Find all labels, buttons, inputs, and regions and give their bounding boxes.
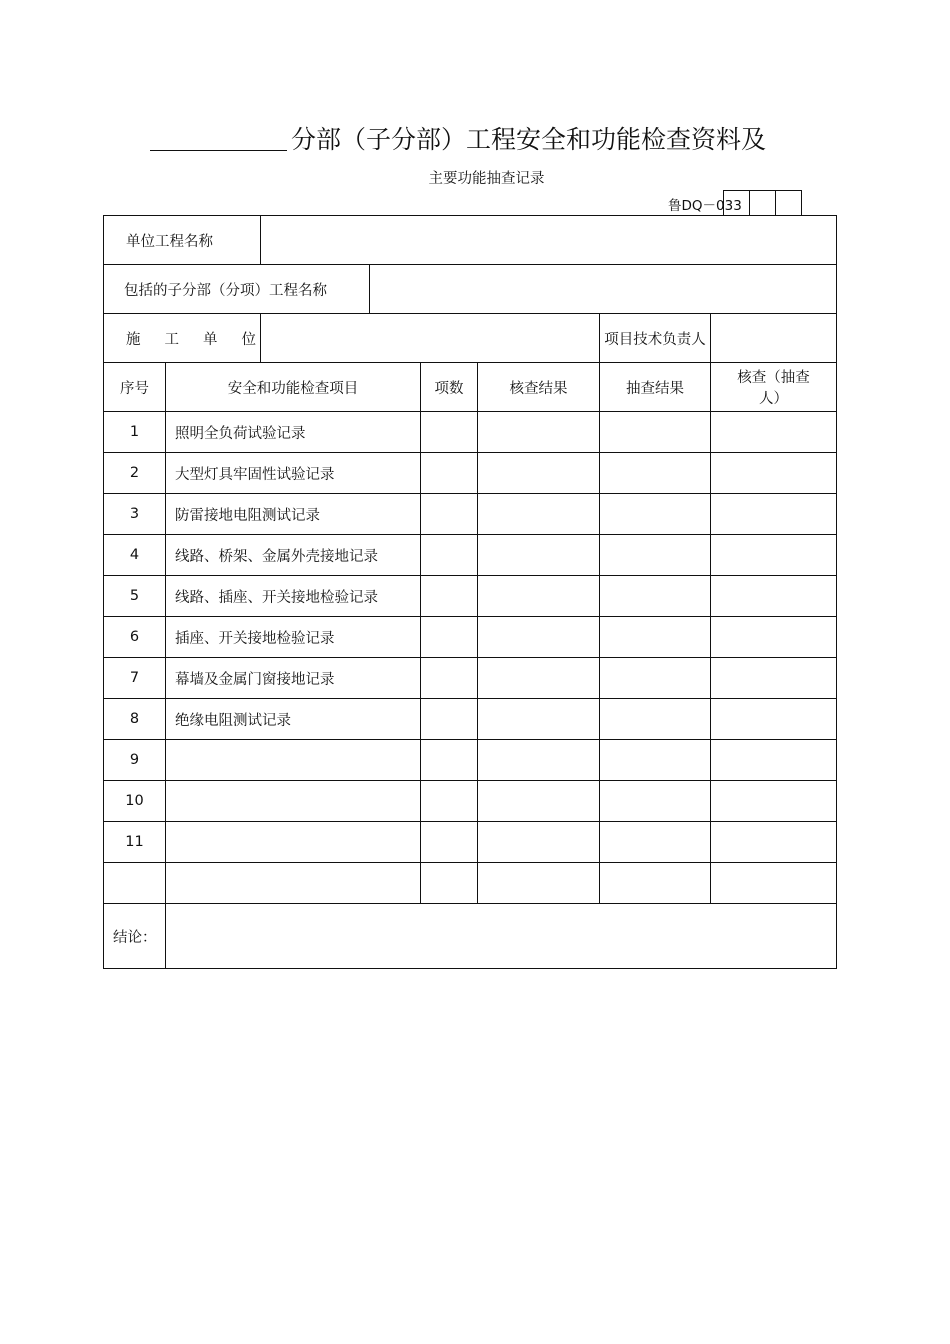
table-row bbox=[104, 740, 837, 781]
table-row bbox=[104, 658, 837, 699]
row-count-cell[interactable] bbox=[421, 535, 478, 576]
row-check-result-cell[interactable] bbox=[478, 576, 600, 617]
title-blank-field[interactable] bbox=[150, 120, 287, 151]
row-unit-project bbox=[104, 216, 837, 265]
row-checker-cell[interactable] bbox=[711, 453, 837, 494]
row-construction-unit bbox=[104, 314, 837, 363]
col-count: 项数 bbox=[421, 363, 478, 412]
col-check-result: 核查结果 bbox=[478, 363, 600, 412]
row-seq: 7 bbox=[104, 658, 166, 699]
row-check-result-cell[interactable] bbox=[478, 412, 600, 453]
table-row bbox=[104, 863, 837, 904]
table-row bbox=[104, 699, 837, 740]
row-seq: 3 bbox=[104, 494, 166, 535]
row-sample-result-cell[interactable] bbox=[600, 412, 711, 453]
row-item bbox=[166, 863, 421, 904]
unit-project-value[interactable] bbox=[261, 216, 837, 265]
row-sample-result-cell[interactable] bbox=[600, 576, 711, 617]
row-seq: 9 bbox=[104, 740, 166, 781]
document-subtitle: 主要功能抽查记录 bbox=[428, 171, 545, 187]
row-checker-cell[interactable] bbox=[711, 822, 837, 863]
row-item: 插座、开关接地检验记录 bbox=[166, 617, 421, 658]
code-box-3[interactable] bbox=[775, 190, 802, 216]
row-sample-result-cell[interactable] bbox=[600, 863, 711, 904]
row-checker-cell[interactable] bbox=[711, 617, 837, 658]
table-row bbox=[104, 412, 837, 453]
tech-lead-value[interactable] bbox=[711, 314, 837, 363]
row-count-cell[interactable] bbox=[421, 617, 478, 658]
row-checker-cell[interactable] bbox=[711, 658, 837, 699]
row-checker-cell[interactable] bbox=[711, 576, 837, 617]
table-body bbox=[104, 412, 837, 904]
row-seq: 6 bbox=[104, 617, 166, 658]
row-checker-cell[interactable] bbox=[711, 740, 837, 781]
row-seq bbox=[104, 863, 166, 904]
sub-project-label: 包括的子分部（分项）工程名称 bbox=[104, 265, 370, 314]
row-check-result-cell[interactable] bbox=[478, 535, 600, 576]
row-sample-result-cell[interactable] bbox=[600, 699, 711, 740]
row-check-result-cell[interactable] bbox=[478, 453, 600, 494]
row-count-cell[interactable] bbox=[421, 699, 478, 740]
table-row bbox=[104, 822, 837, 863]
row-seq: 1 bbox=[104, 412, 166, 453]
row-check-result-cell[interactable] bbox=[478, 699, 600, 740]
table-row bbox=[104, 494, 837, 535]
conclusion-value[interactable] bbox=[166, 904, 837, 969]
row-item: 幕墙及金属门窗接地记录 bbox=[166, 658, 421, 699]
inspection-table bbox=[103, 215, 837, 969]
code-box-1[interactable] bbox=[723, 190, 750, 216]
row-sample-result-cell[interactable] bbox=[600, 494, 711, 535]
table-row bbox=[104, 617, 837, 658]
row-count-cell[interactable] bbox=[421, 576, 478, 617]
row-count-cell[interactable] bbox=[421, 781, 478, 822]
row-seq: 2 bbox=[104, 453, 166, 494]
row-item: 照明全负荷试验记录 bbox=[166, 412, 421, 453]
row-item: 绝缘电阻测试记录 bbox=[166, 699, 421, 740]
row-count-cell[interactable] bbox=[421, 822, 478, 863]
tech-lead-label: 项目技术负责人 bbox=[600, 314, 711, 363]
construction-unit-value[interactable] bbox=[261, 314, 600, 363]
row-seq: 5 bbox=[104, 576, 166, 617]
row-sample-result-cell[interactable] bbox=[600, 658, 711, 699]
row-count-cell[interactable] bbox=[421, 453, 478, 494]
document-title bbox=[150, 120, 850, 160]
table-row bbox=[104, 535, 837, 576]
row-item bbox=[166, 781, 421, 822]
col-checker: 核查（抽查人） bbox=[711, 363, 837, 412]
row-checker-cell[interactable] bbox=[711, 699, 837, 740]
row-sample-result-cell[interactable] bbox=[600, 822, 711, 863]
row-count-cell[interactable] bbox=[421, 740, 478, 781]
code-box-2[interactable] bbox=[749, 190, 776, 216]
row-check-result-cell[interactable] bbox=[478, 494, 600, 535]
table-row bbox=[104, 453, 837, 494]
row-count-cell[interactable] bbox=[421, 494, 478, 535]
col-item: 安全和功能检查项目 bbox=[166, 363, 421, 412]
title-text: 分部（子分部）工程安全和功能检查资料及 bbox=[291, 125, 767, 154]
row-sample-result-cell[interactable] bbox=[600, 535, 711, 576]
row-checker-cell[interactable] bbox=[711, 535, 837, 576]
conclusion-label: 结论： bbox=[104, 904, 166, 969]
row-sub-project bbox=[104, 265, 837, 314]
row-count-cell[interactable] bbox=[421, 863, 478, 904]
col-seq: 序号 bbox=[104, 363, 166, 412]
form-code: 鲁DQ－033 bbox=[668, 198, 742, 214]
sub-project-value[interactable] bbox=[370, 265, 837, 314]
row-checker-cell[interactable] bbox=[711, 863, 837, 904]
row-check-result-cell[interactable] bbox=[478, 781, 600, 822]
row-count-cell[interactable] bbox=[421, 658, 478, 699]
row-check-result-cell[interactable] bbox=[478, 822, 600, 863]
row-checker-cell[interactable] bbox=[711, 412, 837, 453]
row-check-result-cell[interactable] bbox=[478, 740, 600, 781]
column-header-row bbox=[104, 363, 837, 412]
row-sample-result-cell[interactable] bbox=[600, 740, 711, 781]
row-check-result-cell[interactable] bbox=[478, 617, 600, 658]
row-sample-result-cell[interactable] bbox=[600, 781, 711, 822]
row-item: 线路、插座、开关接地检验记录 bbox=[166, 576, 421, 617]
row-count-cell[interactable] bbox=[421, 412, 478, 453]
construction-unit-label: 施 工 单 位 bbox=[104, 314, 261, 363]
row-sample-result-cell[interactable] bbox=[600, 617, 711, 658]
row-seq: 11 bbox=[104, 822, 166, 863]
row-checker-cell[interactable] bbox=[711, 781, 837, 822]
row-check-result-cell[interactable] bbox=[478, 863, 600, 904]
row-sample-result-cell[interactable] bbox=[600, 453, 711, 494]
row-item: 防雷接地电阻测试记录 bbox=[166, 494, 421, 535]
row-check-result-cell[interactable] bbox=[478, 658, 600, 699]
row-checker-cell[interactable] bbox=[711, 494, 837, 535]
row-item bbox=[166, 822, 421, 863]
row-seq: 8 bbox=[104, 699, 166, 740]
table-row bbox=[104, 576, 837, 617]
row-item: 大型灯具牢固性试验记录 bbox=[166, 453, 421, 494]
col-sample-result: 抽查结果 bbox=[600, 363, 711, 412]
unit-project-label: 单位工程名称 bbox=[104, 216, 261, 265]
row-item bbox=[166, 740, 421, 781]
row-item: 线路、桥架、金属外壳接地记录 bbox=[166, 535, 421, 576]
row-seq: 10 bbox=[104, 781, 166, 822]
row-seq: 4 bbox=[104, 535, 166, 576]
row-conclusion bbox=[104, 904, 837, 969]
form-code-boxes bbox=[723, 190, 802, 216]
table-row bbox=[104, 781, 837, 822]
